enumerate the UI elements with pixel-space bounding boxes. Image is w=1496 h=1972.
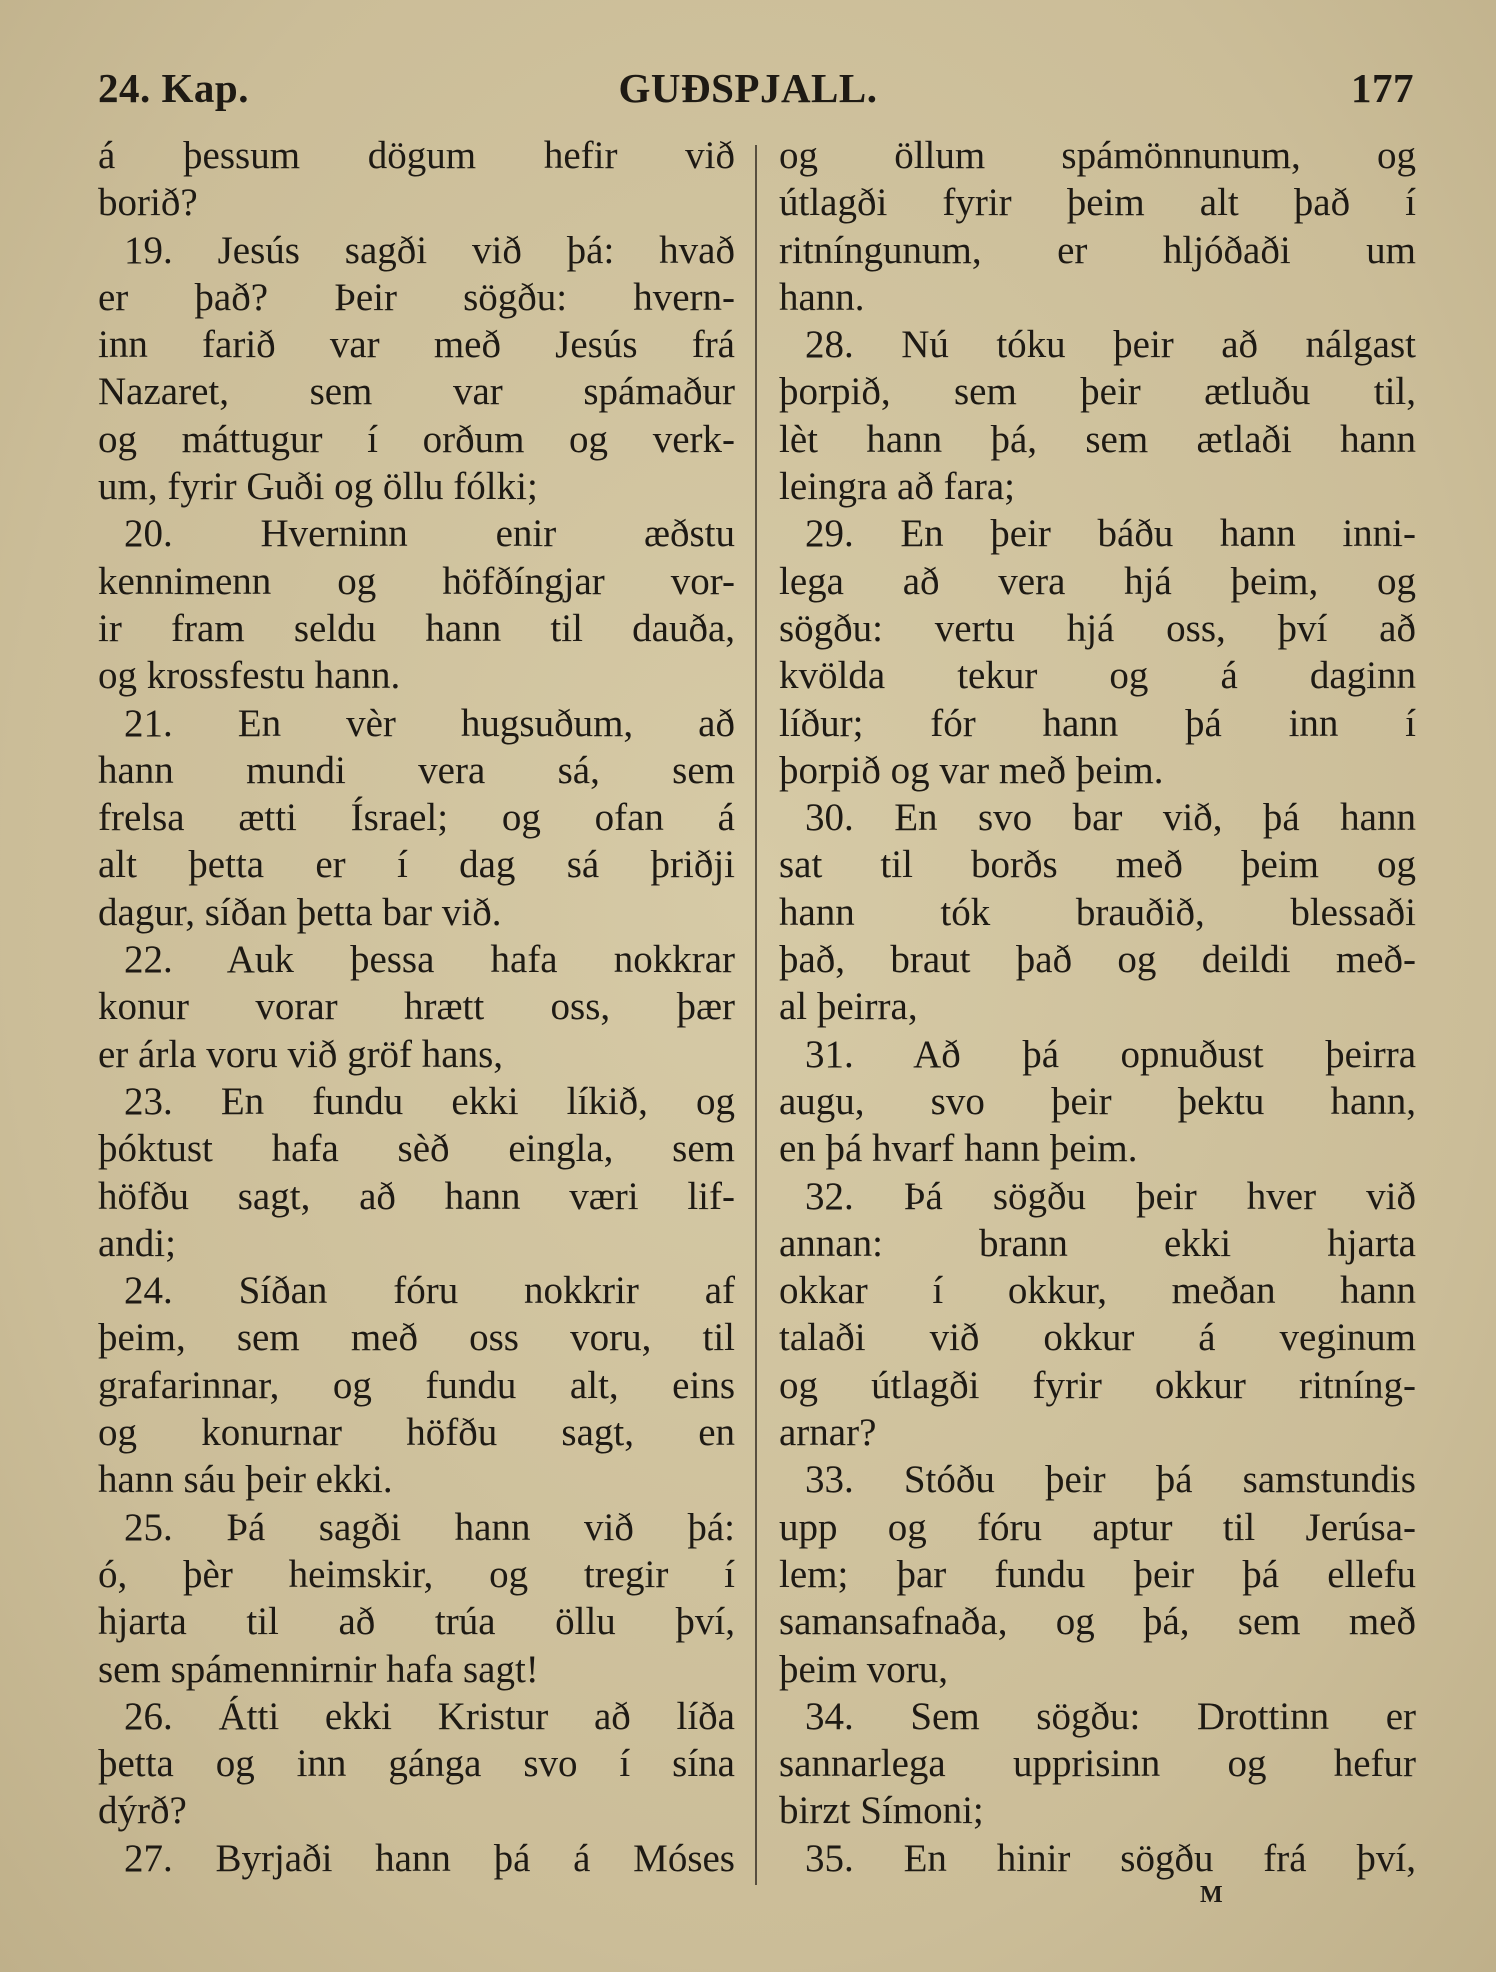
text-line: sat til borðs með þeim og xyxy=(779,843,1416,887)
text-line: og krossfestu hann. xyxy=(98,654,401,698)
text-line: leingra að fara; xyxy=(779,465,1016,509)
text-line: frelsa ætti Ísrael; og ofan á xyxy=(98,796,735,840)
text-line: konur vorar hrætt oss, þær xyxy=(98,985,735,1029)
verse-start-line: 19. Jesús sagði við þá: hvað xyxy=(124,228,735,272)
verse-start-line: 26. Átti ekki Kristur að líða xyxy=(124,1694,735,1738)
page-number: 177 xyxy=(1351,65,1414,111)
verse-start-line: 24. Síðan fóru nokkrir af xyxy=(124,1269,735,1313)
verse-start-line: 34. Sem sögðu: Drottinn er xyxy=(805,1694,1416,1738)
chapter-heading: 24. Kap. xyxy=(98,65,249,111)
text-line: ó, þèr heimskir, og tregir í xyxy=(98,1552,735,1596)
text-line: og máttugur í orðum og verk- xyxy=(98,417,735,461)
text-line: andi; xyxy=(98,1221,176,1265)
verse-start-line: 21. En vèr hugsuðum, að xyxy=(124,701,735,745)
text-line: það, braut það og deildi með- xyxy=(779,938,1416,982)
left-text-column xyxy=(98,132,735,1882)
text-line: lèt hann þá, sem ætlaði hann xyxy=(779,417,1416,461)
text-line: líður; fór hann þá inn í xyxy=(779,701,1416,745)
text-line: augu, svo þeir þektu hann, xyxy=(779,1079,1416,1123)
text-line: ritníngunum, er hljóðaði um xyxy=(779,228,1416,272)
text-line: á þessum dögum hefir við xyxy=(98,134,735,177)
text-line: þeim, sem með oss voru, til xyxy=(98,1316,735,1360)
text-line: upp og fóru aptur til Jerúsa- xyxy=(779,1505,1416,1549)
verse-start-line: 27. Byrjaði hann þá á Móses xyxy=(124,1836,735,1880)
text-line: hann. xyxy=(779,275,865,319)
text-line: al þeirra, xyxy=(779,985,918,1029)
text-line: og útlagði fyrir okkur ritníng- xyxy=(779,1363,1416,1407)
verse-start-line: 33. Stóðu þeir þá samstundis xyxy=(805,1458,1416,1502)
text-line: samansafnaða, og þá, sem með xyxy=(779,1600,1416,1644)
text-line: kennimenn og höfðíngjar vor- xyxy=(98,559,735,603)
text-line: og öllum spámönnunum, og xyxy=(779,134,1416,177)
text-line: annan: brann ekki hjarta xyxy=(779,1221,1416,1265)
text-line: þorpið og var með þeim. xyxy=(779,748,1164,792)
text-line: hann sáu þeir ekki. xyxy=(98,1458,393,1502)
text-line: inn farið var með Jesús frá xyxy=(98,323,735,367)
text-line: arnar? xyxy=(779,1411,877,1455)
verse-start-line: 22. Auk þessa hafa nokkrar xyxy=(124,938,735,982)
text-line: borið? xyxy=(98,181,198,225)
text-line: talaði við okkur á veginum xyxy=(779,1316,1416,1360)
verse-start-line: 23. En fundu ekki líkið, og xyxy=(124,1079,735,1123)
text-line: alt þetta er í dag sá þriðji xyxy=(98,843,735,887)
text-line: hjarta til að trúa öllu því, xyxy=(98,1600,735,1644)
text-line: kvölda tekur og á daginn xyxy=(779,654,1416,698)
text-line: grafarinnar, og fundu alt, eins xyxy=(98,1363,735,1407)
text-line: um, fyrir Guði og öllu fólki; xyxy=(98,465,538,509)
verse-start-line: 28. Nú tóku þeir að nálgast xyxy=(805,323,1416,367)
verse-start-line: 32. Þá sögðu þeir hver við xyxy=(805,1174,1416,1218)
verse-start-line: 35. En hinir sögðu frá því, xyxy=(805,1836,1416,1880)
text-line: ir fram seldu hann til dauða, xyxy=(98,606,735,650)
text-line: sögðu: vertu hjá oss, því að xyxy=(779,606,1416,650)
text-line: dýrð? xyxy=(98,1789,187,1833)
text-line: lega að vera hjá þeim, og xyxy=(779,559,1416,603)
text-line: hann mundi vera sá, sem xyxy=(98,748,735,792)
text-line: sannarlega upprisinn og hefur xyxy=(779,1742,1416,1786)
text-line: sem spámennirnir hafa sagt! xyxy=(98,1647,539,1691)
text-line: þeim voru, xyxy=(779,1647,948,1691)
text-line: okkar í okkur, meðan hann xyxy=(779,1269,1416,1313)
verse-start-line: 31. Að þá opnuðust þeirra xyxy=(805,1032,1416,1076)
text-line: og konurnar höfðu sagt, en xyxy=(98,1411,735,1455)
verse-start-line: 20. Hverninn enir æðstu xyxy=(124,512,735,556)
column-divider xyxy=(755,145,757,1885)
text-line: hann tók brauðið, blessaði xyxy=(779,890,1416,934)
text-line: höfðu sagt, að hann væri lif- xyxy=(98,1174,735,1218)
text-line: þorpið, sem þeir ætluðu til, xyxy=(779,370,1416,414)
right-text-column xyxy=(779,132,1416,1882)
text-line: útlagði fyrir þeim alt það í xyxy=(779,181,1416,225)
text-line: er það? Þeir sögðu: hvern- xyxy=(98,275,735,319)
verse-start-line: 25. Þá sagði hann við þá: xyxy=(124,1505,735,1549)
text-line: Nazaret, sem var spámaður xyxy=(98,370,735,414)
text-line: þóktust hafa sèð eingla, sem xyxy=(98,1127,735,1171)
text-line: lem; þar fundu þeir þá ellefu xyxy=(779,1552,1416,1596)
signature-mark: M xyxy=(1200,1882,1223,1908)
text-line: þetta og inn gánga svo í sína xyxy=(98,1742,735,1786)
verse-start-line: 29. En þeir báðu hann inni- xyxy=(805,512,1416,556)
text-line: dagur, síðan þetta bar við. xyxy=(98,890,502,934)
text-line: birzt Símoni; xyxy=(779,1789,984,1833)
verse-start-line: 30. En svo bar við, þá hann xyxy=(805,796,1416,840)
text-line: en þá hvarf hann þeim. xyxy=(779,1127,1138,1171)
running-title: GUÐSPJALL. xyxy=(618,65,878,111)
text-line: er árla voru við gröf hans, xyxy=(98,1032,504,1076)
